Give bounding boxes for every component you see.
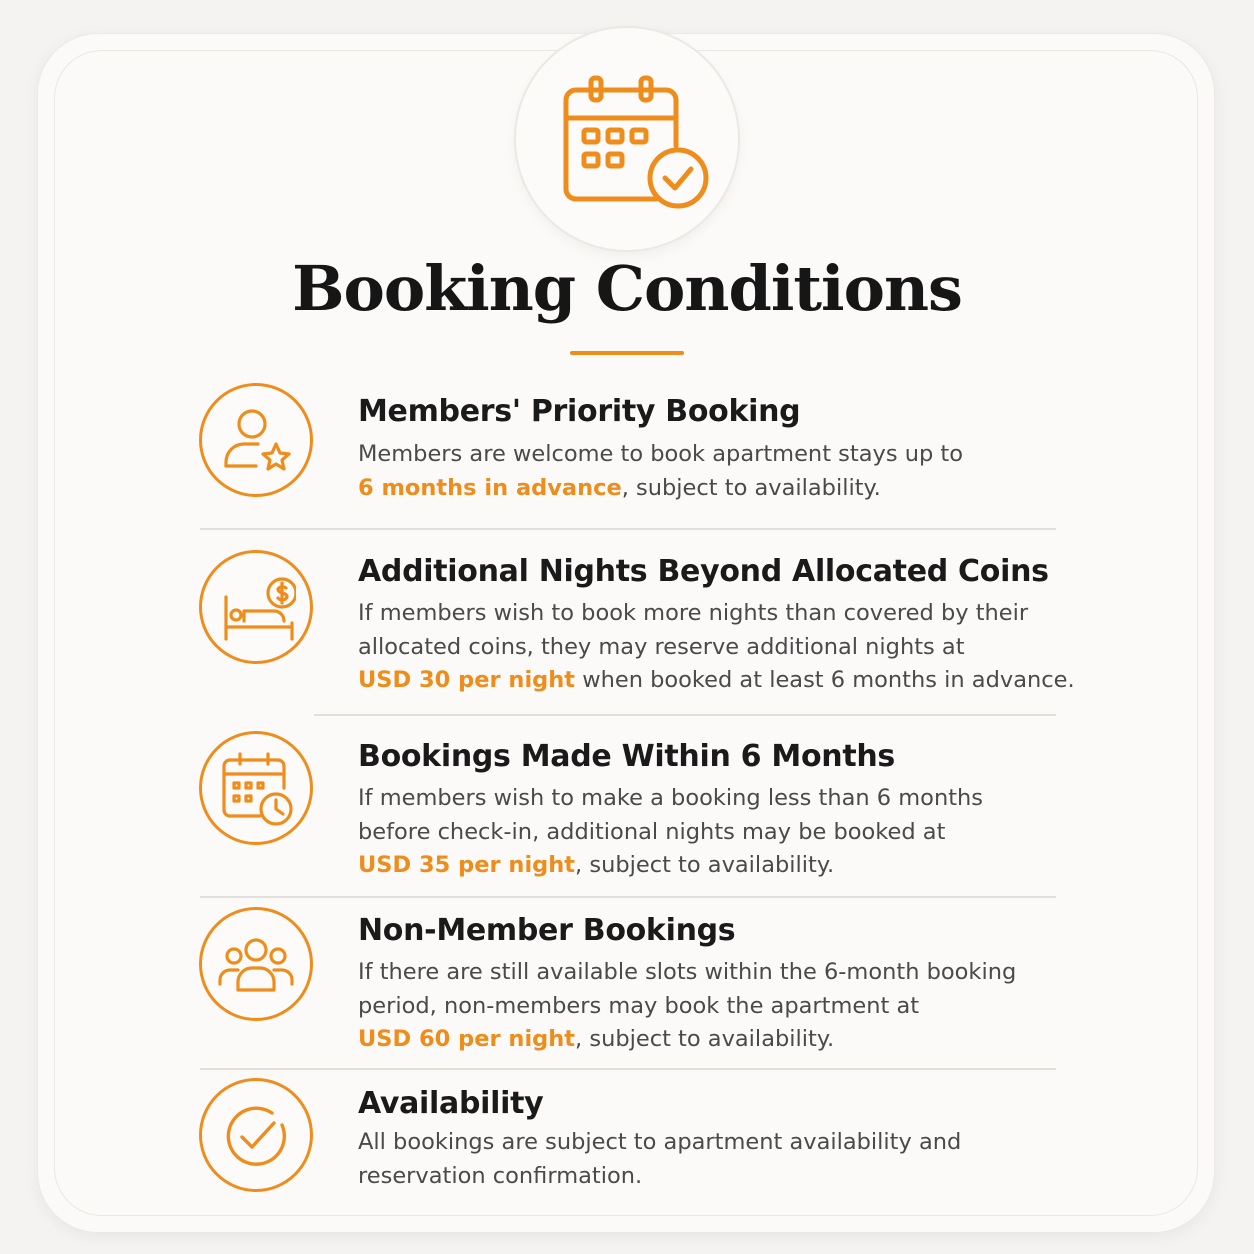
group-icon — [216, 924, 296, 1004]
body-line: , subject to availability. — [621, 474, 881, 501]
item-title: Members' Priority Booking — [358, 394, 801, 429]
divider — [314, 714, 1056, 716]
title-underline — [570, 351, 684, 355]
icon-badge — [199, 731, 313, 845]
body-line: All bookings are subject to apartment availability and — [358, 1129, 962, 1155]
divider — [200, 528, 1056, 530]
header-badge — [516, 28, 738, 250]
calendar-clock-icon — [216, 748, 296, 828]
highlight-text: USD 30 per night — [358, 667, 576, 693]
item-title: Non-Member Bookings — [358, 913, 736, 948]
item-title: Additional Nights Beyond Allocated Coins — [358, 554, 1049, 589]
highlight-text: USD 60 per night — [358, 1026, 576, 1052]
icon-badge — [199, 383, 313, 497]
icon-badge — [199, 907, 313, 1021]
item-description — [358, 956, 1016, 1057]
body-line: Members are welcome to book apartment stays up to — [358, 441, 963, 467]
item-description — [358, 597, 1075, 698]
body-line: If members wish to book more nights than covered by their — [358, 600, 1029, 626]
page-title: Booking Conditions — [292, 252, 962, 325]
body-line: , subject to availability. — [575, 852, 835, 878]
check-circle-icon — [216, 1095, 296, 1175]
highlight-text: USD 35 per night — [358, 852, 576, 878]
item-description — [358, 438, 963, 505]
body-line: If members wish to make a booking less than 6 months — [358, 785, 984, 811]
body-line: reservation confirmation. — [358, 1162, 643, 1189]
divider — [200, 896, 1056, 898]
body-line: period, non-members may book the apartment at — [358, 992, 920, 1019]
bed-dollar-icon — [216, 567, 296, 647]
divider — [200, 1068, 1056, 1070]
item-title: Availability — [358, 1086, 544, 1121]
body-line: allocated coins, they may reserve additional nights at — [358, 633, 965, 660]
highlight-text: 6 months in advance — [358, 474, 622, 501]
body-line: If there are still available slots within the 6-month booking — [358, 959, 1017, 985]
body-line: , subject to availability. — [575, 1026, 835, 1052]
body-line: when booked at least 6 months in advance. — [575, 667, 1075, 693]
icon-badge — [199, 550, 313, 664]
user-star-icon — [216, 400, 296, 480]
item-description — [358, 782, 983, 883]
calendar-check-icon — [562, 74, 712, 224]
icon-badge — [199, 1078, 313, 1192]
item-description — [358, 1126, 961, 1193]
item-title: Bookings Made Within 6 Months — [358, 739, 895, 774]
body-line: before check-in, additional nights may be booked at — [358, 818, 946, 845]
